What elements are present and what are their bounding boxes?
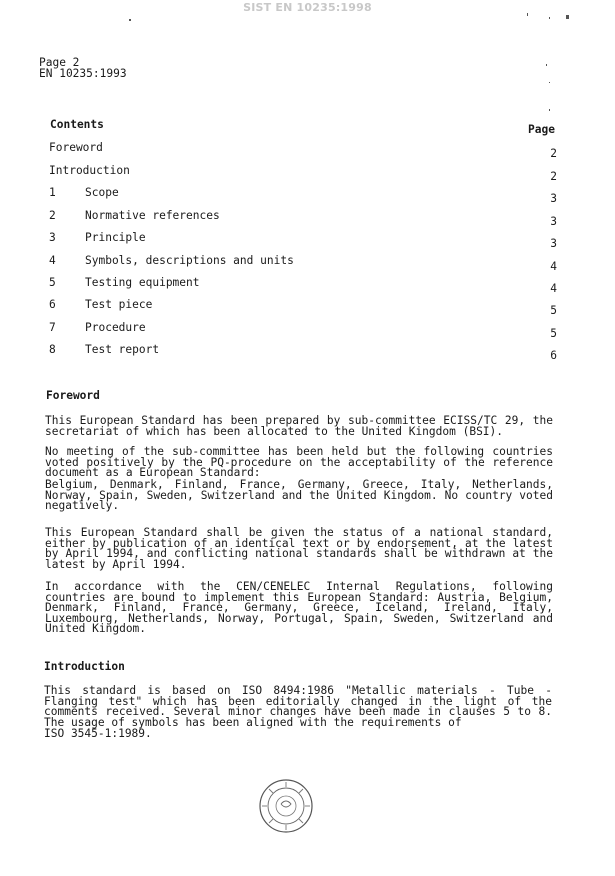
toc-item[interactable] — [49, 209, 557, 228]
scan-speck — [566, 15, 569, 19]
scan-speck — [549, 109, 550, 111]
toc-page: 5 — [550, 327, 557, 340]
toc-item[interactable] — [49, 276, 557, 295]
scan-speck — [546, 64, 547, 66]
toc-page: 6 — [550, 349, 557, 362]
toc-number: 4 — [49, 254, 56, 267]
foreword-paragraph: This European Standard has been prepared by sub-committee ECISS/TC 29, the secretariat of which has been allocated to the United Kingdom (BSI). — [45, 414, 553, 438]
toc-item[interactable] — [49, 231, 557, 250]
stamp-seal-icon — [258, 778, 314, 834]
toc-item[interactable] — [49, 254, 557, 273]
toc-title: Test report — [85, 343, 160, 356]
toc-title: Symbols, descriptions and units — [85, 254, 294, 267]
page-number: Page 2 — [39, 56, 80, 69]
toc-page: 3 — [550, 215, 557, 228]
toc-title: Foreword — [49, 141, 103, 154]
toc-number: 5 — [49, 276, 56, 289]
toc-page: 3 — [550, 237, 557, 250]
toc-title: Test piece — [85, 298, 153, 311]
toc-number: 8 — [49, 343, 56, 356]
toc-page: 2 — [550, 147, 557, 160]
scan-speck — [129, 19, 131, 21]
toc-page: 2 — [550, 170, 557, 183]
contents-page-header: Page — [528, 123, 555, 136]
toc-title: Procedure — [85, 321, 146, 334]
foreword-paragraph: Belgium, Denmark, Finland, France, Germany, Greece, Italy, Netherlands, Norway, Spain, Sweden, Switzerland and the United Kingdom. No country voted negatively. — [45, 478, 553, 512]
foreword-paragraph: This European Standard shall be given the status of a national standard, either by publication of an identical text or by endorsement, at the latest by April 1994, and conflicting national standards shall be withdrawn at the latest by April 1994. — [45, 526, 553, 571]
toc-page: 3 — [550, 192, 557, 205]
toc-number: 1 — [49, 186, 56, 199]
toc-page: 4 — [550, 260, 557, 273]
scan-speck — [549, 17, 550, 19]
toc-title: Principle — [85, 231, 146, 244]
toc-item[interactable] — [49, 141, 557, 160]
toc-title: Scope — [85, 186, 119, 199]
toc-number: 6 — [49, 298, 56, 311]
toc-item[interactable] — [49, 164, 557, 183]
toc-item[interactable] — [49, 321, 557, 340]
toc-number: 2 — [49, 209, 56, 222]
scan-speck — [549, 82, 550, 83]
document-id: EN 10235:1993 — [39, 67, 127, 80]
foreword-paragraph: In accordance with the CEN/CENELEC Internal Regulations, following countries are bound to implement this European Standard: Austria, Belgium, Denmark, Finland, France, Germany, Greece, Iceland, Ireland, Italy, Luxembourg, Netherlands, Norway, Portugal, Spain, Sweden, Switzerland and United Kingdom. — [45, 580, 553, 635]
introduction-paragraph: This standard is based on ISO 8494:1986 "Metallic materials - Tube - Flanging test" which has been editorially changed in the light of the comments received. Several minor changes have been made in clauses 5 to 8. The usage of symbols has been aligned with the requirements of — [44, 684, 552, 729]
toc-page: 5 — [550, 304, 557, 317]
toc-item[interactable] — [49, 298, 557, 317]
introduction-paragraph-end: ISO 3545-1:1989. — [44, 727, 152, 740]
toc-page: 4 — [550, 282, 557, 295]
toc-number: 3 — [49, 231, 56, 244]
watermark: SIST EN 10235:1998 — [243, 1, 372, 14]
stamp-seal — [258, 778, 314, 838]
foreword-paragraph: No meeting of the sub-committee has been held but the following countries voted positively by the PQ-procedure on the acceptability of the reference document as a European Standard: — [45, 445, 553, 479]
toc-number: 7 — [49, 321, 56, 334]
toc-title: Testing equipment — [85, 276, 200, 289]
contents-heading: Contents — [50, 118, 104, 131]
toc-item[interactable] — [49, 186, 557, 205]
scan-speck — [527, 13, 528, 16]
foreword-heading: Foreword — [46, 389, 100, 402]
toc-title: Introduction — [49, 164, 130, 177]
toc-item[interactable] — [49, 343, 557, 362]
toc-title: Normative references — [85, 209, 220, 222]
introduction-heading: Introduction — [44, 660, 125, 673]
